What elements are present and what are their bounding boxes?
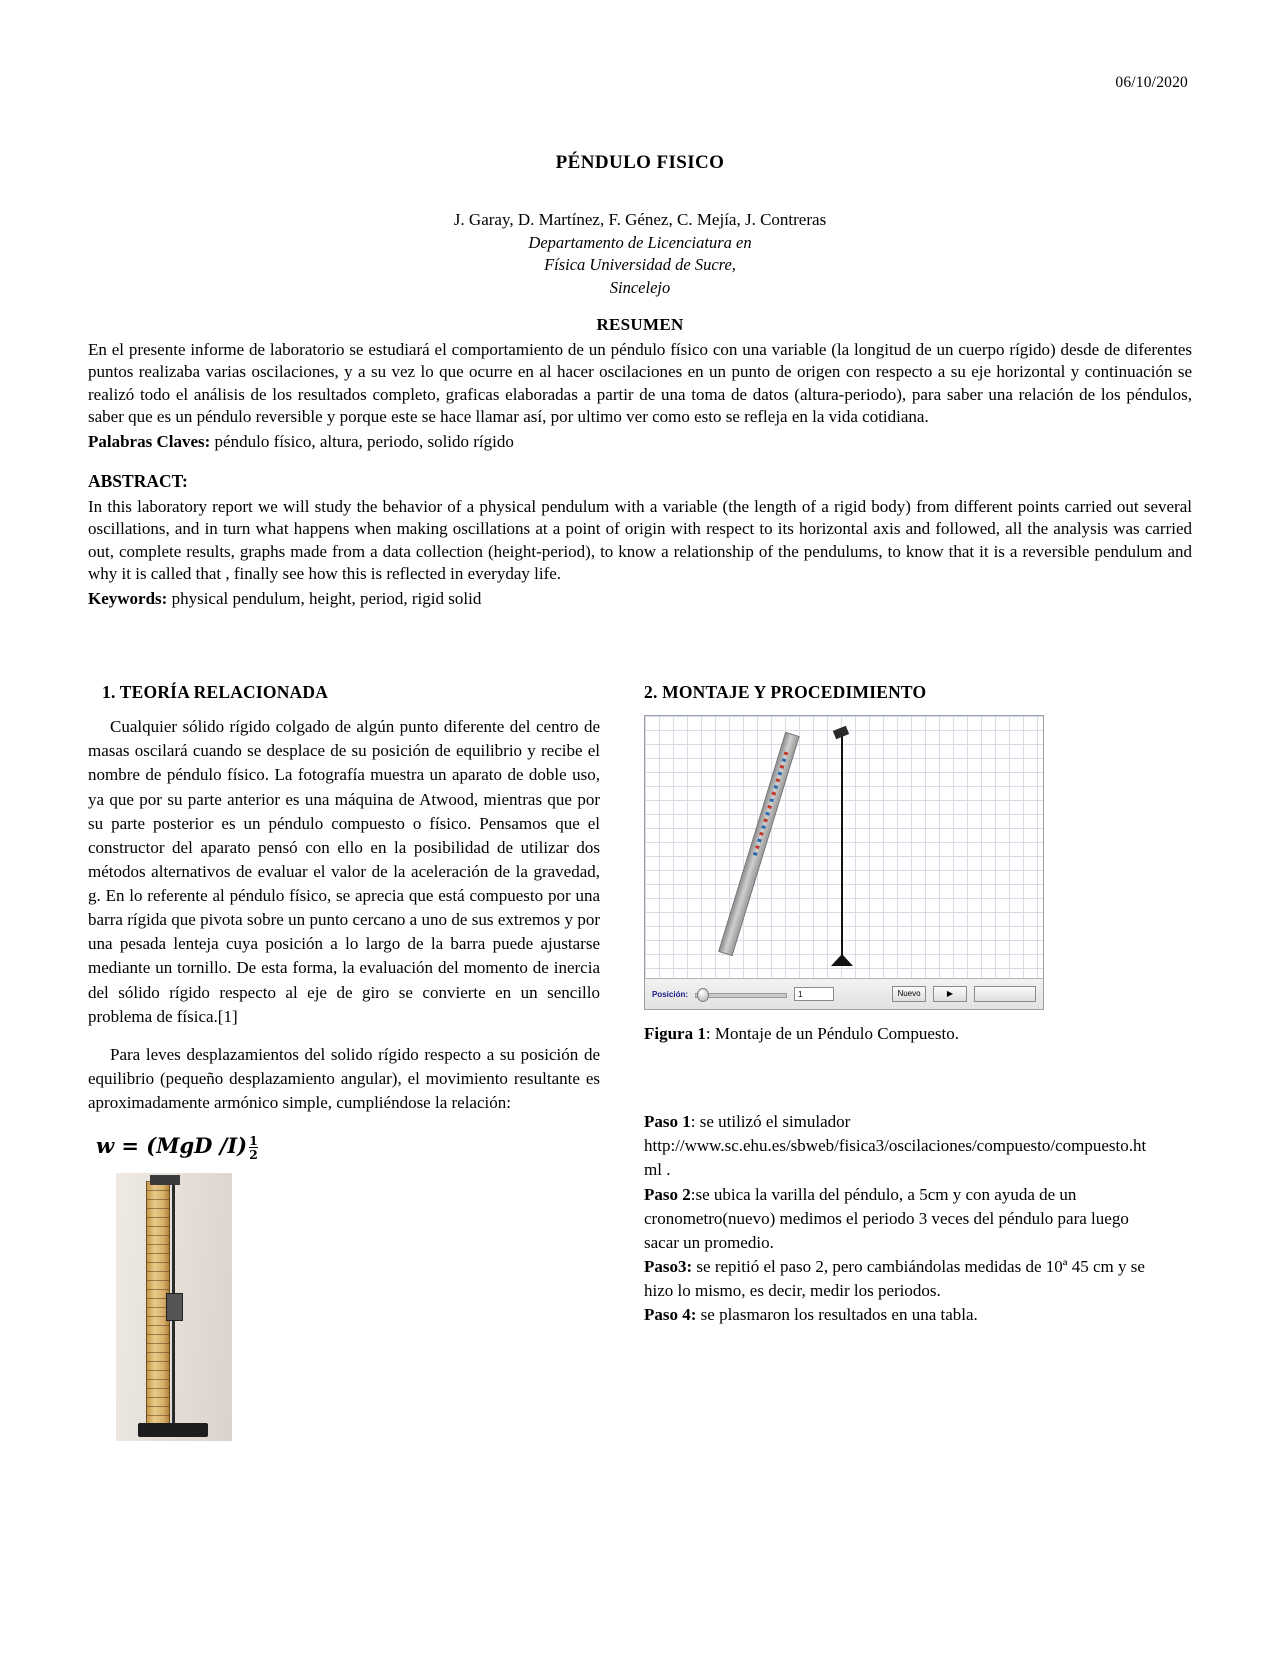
play-button[interactable]: ▶ <box>933 986 967 1002</box>
abstract-body: In this laboratory report we will study the behavior of a physical pendulum with a variable (the length of a rigid body) from different points carried out several oscillations, and in turn what happens when making oscillations at a point of origin with respect to its horizontal axis and followed, all the analysis was carried out, complete results, graphs made from a data collection (height-period), to know a relationship of the pendulums, to know that it is a reversible pendulum and why it is called that , finally see how this is reflected in everyday life. <box>88 496 1192 584</box>
procedure-steps <box>644 1110 1156 1327</box>
keywords-en <box>88 588 1192 610</box>
position-slider[interactable] <box>695 988 787 1000</box>
section-heading-theory: 1. TEORÍA RELACIONADA <box>102 682 329 703</box>
affiliation-line-1: Departamento de Licenciatura en <box>528 233 752 252</box>
photo-base <box>138 1423 208 1437</box>
support-triangle <box>831 954 853 966</box>
page-title: PÉNDULO FISICO <box>555 152 725 173</box>
pendulum-bar[interactable] <box>718 732 800 956</box>
equation-angular-frequency <box>96 1133 600 1161</box>
theory-paragraph-1: Cualquier sólido rígido colgado de algún punto diferente del centro de masas oscilará cuando se desplace de su posición de equilibrio y recibe el nombre de péndulo físico. La fotografía muestra un aparato de doble uso, ya que por su parte anterior es una máquina de Atwood, mientras que por su parte posterior es un péndulo compuesto o físico. Pensamos que el constructor del aparato pensó con ello en la posibilidad de utilizar dos métodos alternativos de evaluar el valor de la aceleración de la gravedad, g. En lo referente al péndulo físico, se aprecia que está compuesto por una barra rígida que pivota sobre un punto cercano a uno de sus extremos y por una pesada lenteja cuya posición a lo largo de la barra puede ajustarse mediante un tornillo. De esta forma, la evaluación del momento de inercia del sólido rígido respecto al eje de giro se convierte en un sencillo problema de física.[1] <box>88 717 600 1026</box>
affiliation-line-2: Física Universidad de Sucre, <box>544 255 736 275</box>
applet-toolbar[interactable] <box>645 978 1043 1009</box>
keywords-es-label: Palabras Claves: <box>88 431 211 451</box>
step-1-url[interactable]: http://www.sc.ehu.es/sbweb/fisica3/oscilaciones/compuesto/compuesto.html . <box>644 1136 1147 1180</box>
step-4-label: Paso 4: <box>644 1305 697 1325</box>
position-input[interactable]: 1 <box>794 987 834 1001</box>
figure-caption-label: Figura 1 <box>644 1024 706 1044</box>
affiliation <box>88 232 1192 299</box>
theory-paragraph-2: Para leves desplazamientos del solido rígido respecto a su posición de equilibrio (pequeño desplazamiento angular), el movimiento resultante es aproximadamente armónico simple, cumpliéndose la relación: <box>88 1044 600 1113</box>
keywords-en-value: physical pendulum, height, period, rigid solid <box>167 588 482 608</box>
pendulum-photograph <box>116 1173 232 1441</box>
step-4 <box>644 1303 1156 1327</box>
resumen-heading: RESUMEN <box>596 314 684 334</box>
position-label: Posición: <box>652 989 689 999</box>
document-date: 06/10/2020 <box>1115 74 1188 91</box>
applet-canvas[interactable] <box>645 716 1043 978</box>
simulator-applet[interactable] <box>644 715 1044 1010</box>
vertical-reference-line <box>841 732 843 960</box>
section-heading-setup: 2. MONTAJE Y PROCEDIMIENTO <box>644 682 927 703</box>
author-list: J. Garay, D. Martínez, F. Génez, C. Mejía, J. Contreras <box>453 210 827 229</box>
figure-caption-text: : Montaje de un Péndulo Compuesto. <box>705 1024 959 1044</box>
step-3-text: se repitió el paso 2, pero cambiándolas medidas de 10ª 45 cm y se hizo lo mismo, es decir, medir los periodos. <box>644 1256 1145 1301</box>
new-button[interactable]: Nuevo <box>892 986 926 1002</box>
affiliation-line-3: Sincelejo <box>609 277 671 297</box>
step-3-label: Paso3: <box>644 1256 693 1276</box>
keywords-en-label: Keywords: <box>88 588 168 608</box>
step-2 <box>644 1183 1156 1255</box>
two-column-body <box>88 682 1192 1441</box>
step-1 <box>644 1110 1156 1182</box>
keywords-es-value: péndulo físico, altura, periodo, solido rígido <box>210 431 514 451</box>
equation-exponent-numerator: 1 <box>249 1132 258 1148</box>
resumen-body: En el presente informe de laboratorio se estudiará el comportamiento de un péndulo físico con una variable (la longitud de un cuerpo rígido) desde de diferentes puntos realizaba varias oscilaciones, y a su vez lo que ocurre en al hacer oscilaciones en un punto de origen con respecto a su eje horizontal y continuación se realizó todo el análisis de los resultados completo, graficas elaboradas a partir de una toma de datos (altura-periodo), para saber una relación de los péndulos, saber que es un péndulo reversible y porque este se hace llamar así, por ultimo ver como esto se refleja en la vida cotidiana. <box>88 339 1192 427</box>
bar-markers <box>752 752 788 858</box>
photo-bob <box>166 1293 183 1321</box>
step-4-text: se plasmaron los resultados en una tabla. <box>696 1305 978 1325</box>
step-1-text: : se utilizó el simulador <box>690 1112 851 1132</box>
step-3 <box>644 1255 1156 1303</box>
step-1-label: Paso 1 <box>644 1112 691 1132</box>
left-column <box>88 682 600 1441</box>
equation-exponent-denominator: 2 <box>249 1146 258 1162</box>
extra-button[interactable] <box>974 986 1036 1002</box>
step-2-label: Paso 2 <box>644 1184 691 1204</box>
figure-caption <box>644 1024 1156 1044</box>
right-column <box>644 682 1156 1441</box>
abstract-heading: ABSTRACT: <box>88 470 188 491</box>
slider-knob[interactable] <box>697 988 709 1002</box>
step-2-text: :se ubica la varilla del péndulo, a 5cm y con ayuda de un cronometro(nuevo) medimos el periodo 3 veces del péndulo para luego sacar un promedio. <box>644 1184 1129 1252</box>
photo-top-clamp <box>150 1175 180 1185</box>
equation-exponent <box>249 1134 258 1161</box>
equation-text: w = (MgD /I) <box>96 1133 248 1159</box>
keywords-es <box>88 431 1192 453</box>
